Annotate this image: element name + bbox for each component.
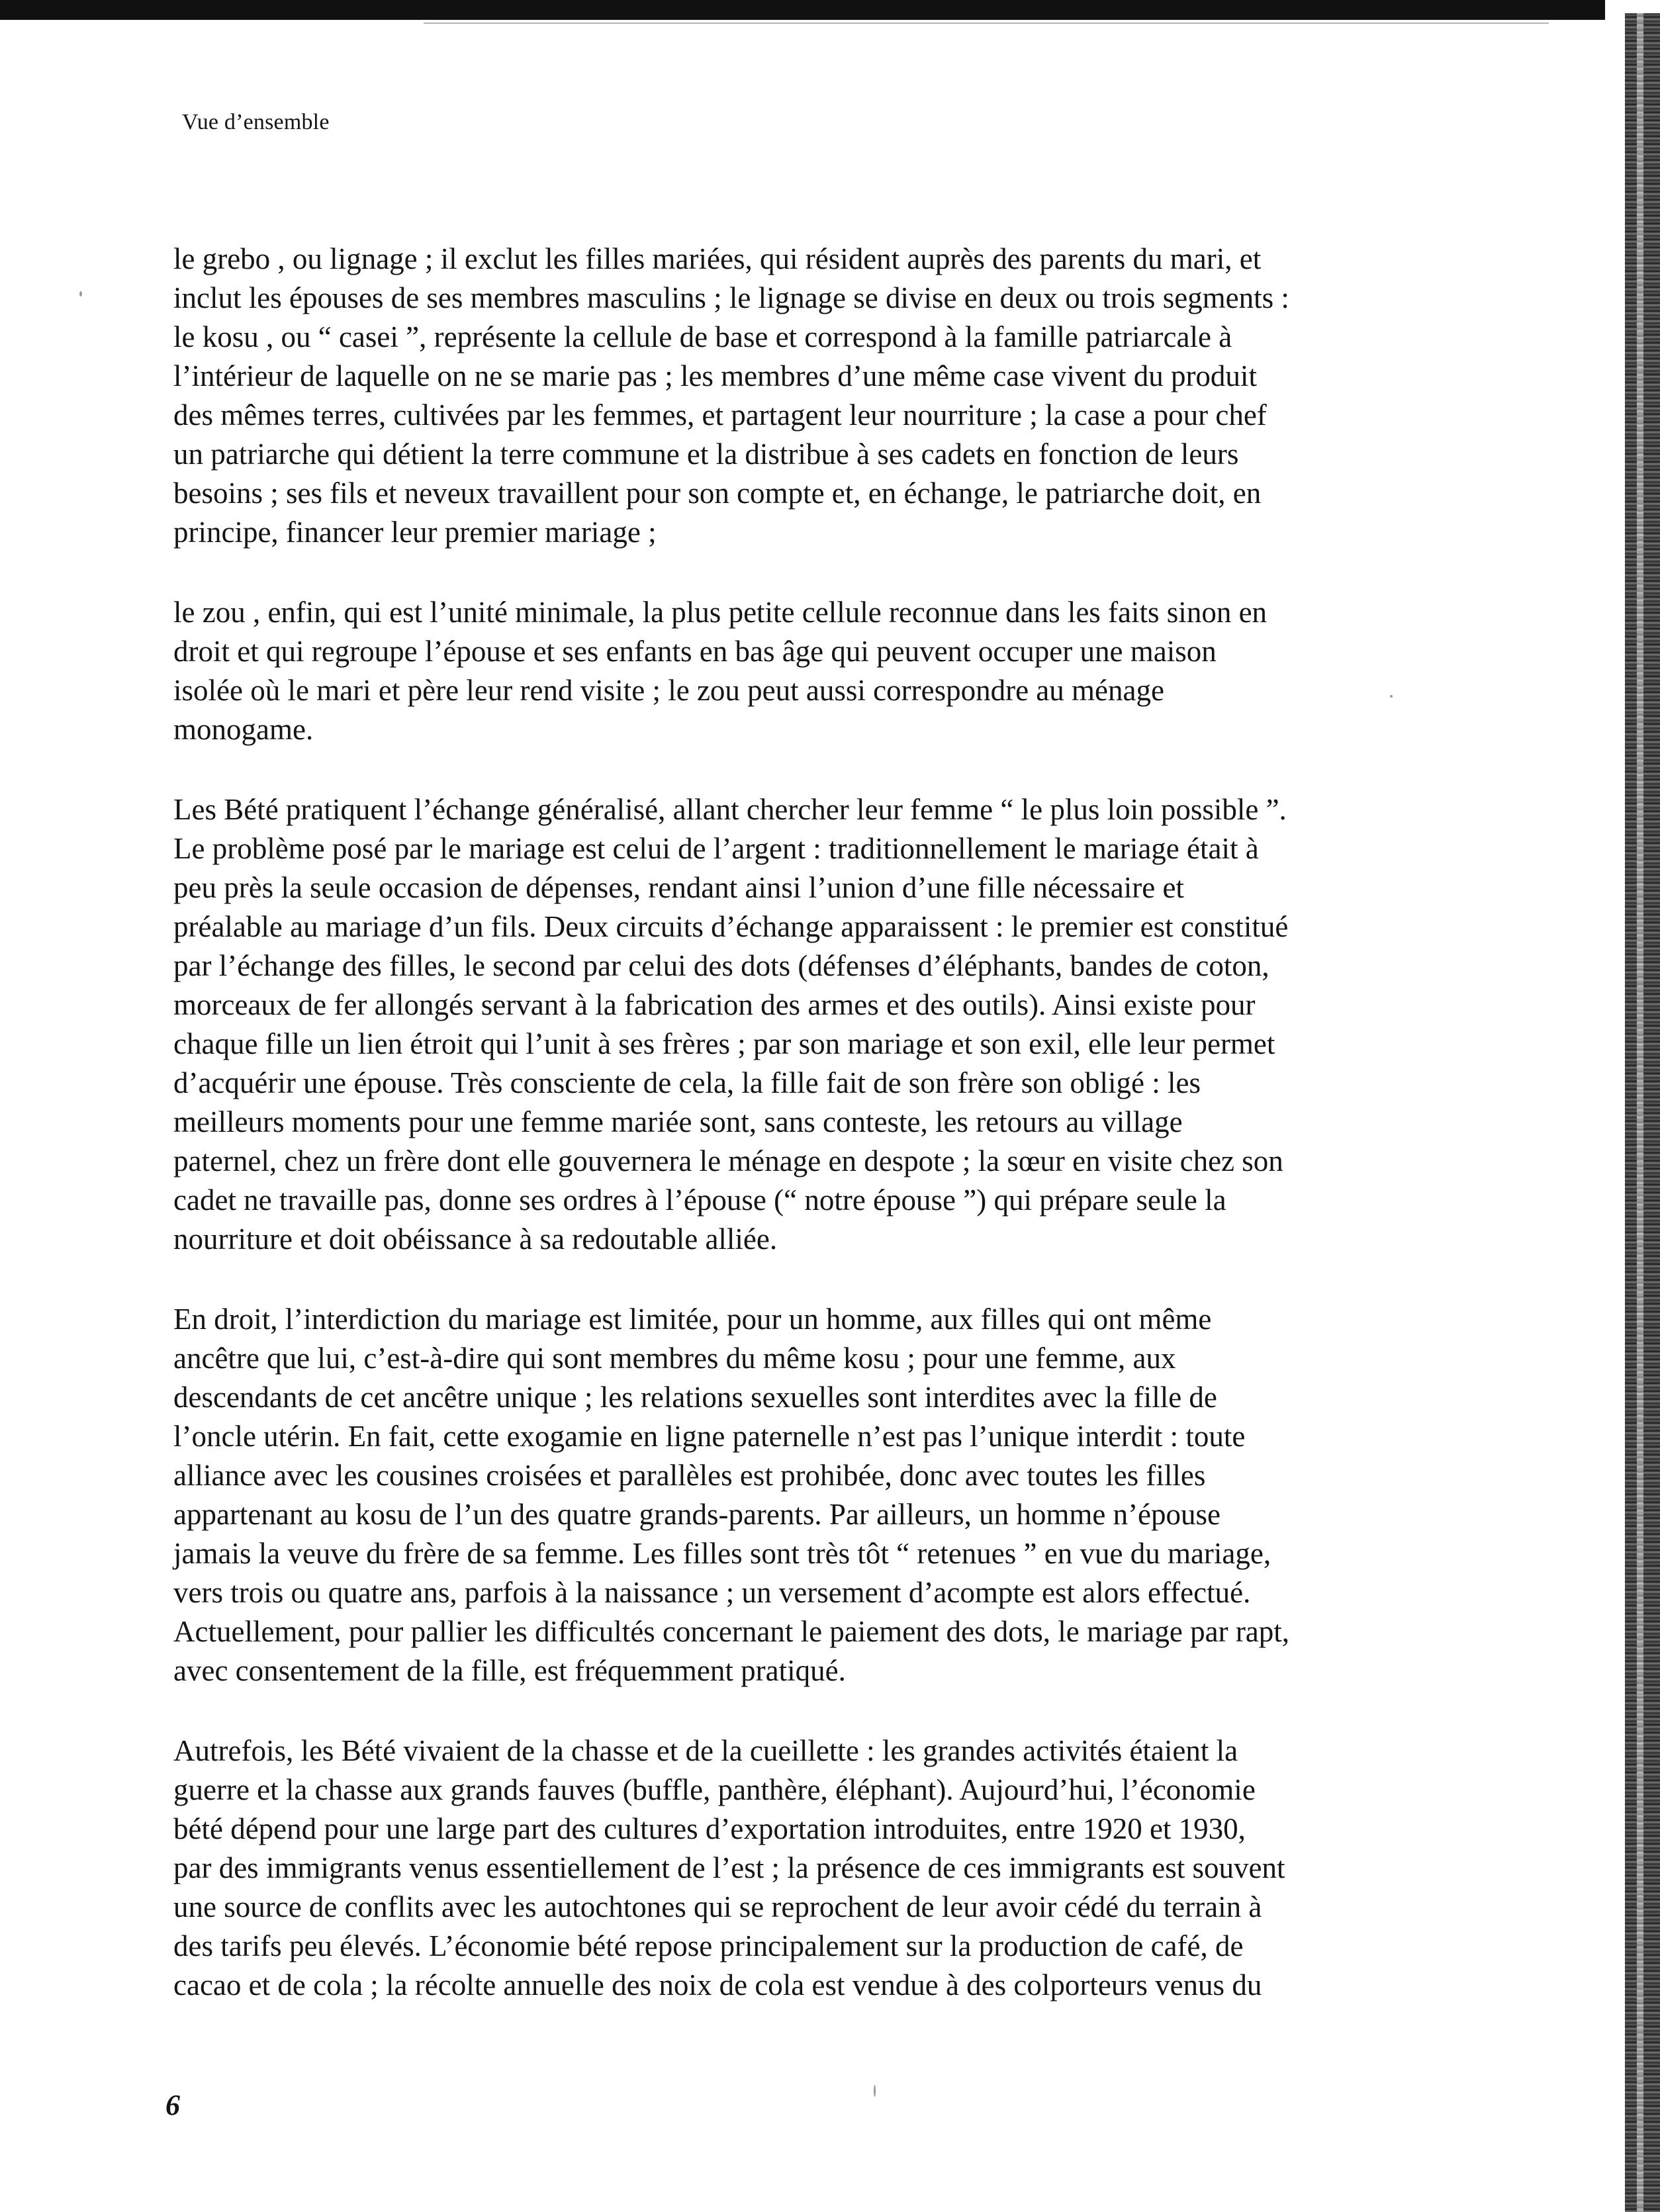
scan-speck [874,2085,876,2097]
text-line: morceaux de fer allongés servant à la fabrication des armes et des outils). Ainsi existe pour [173,988,1256,1021]
text-line: d’acquérir une épouse. Très consciente de cela, la fille fait de son frère son obligé : les [173,1066,1201,1099]
text-line: Le problème posé par le mariage est celui de l’argent : traditionnellement le mariage était à [173,832,1259,865]
text-line: nourriture et doit obéissance à sa redoutable alliée. [173,1222,778,1256]
text-line: inclut les épouses de ses membres masculins ; le lignage se divise en deux ou trois segments : [173,281,1289,314]
text-line: isolée où le mari et père leur rend visite ; le zou peut aussi correspondre au ménage [173,674,1164,707]
top-scan-border [0,0,1605,20]
paragraph [173,790,1398,1259]
text-line: En droit, l’interdiction du mariage est limitée, pour un homme, aux filles qui ont même [173,1303,1212,1336]
text-line: le zou , enfin, qui est l’unité minimale, la plus petite cellule reconnue dans les faits sinon en [173,596,1268,629]
text-line: meilleurs moments pour une femme mariée sont, sans conteste, les retours au village [173,1105,1183,1138]
text-line: des mêmes terres, cultivées par les femmes, et partagent leur nourriture ; la case a pour chef [173,398,1267,432]
scan-speck [1390,695,1393,698]
text-line: un patriarche qui détient la terre commune et la distribue à ses cadets en fonction de leurs [173,438,1239,471]
paragraph [173,240,1398,552]
text-line: par des immigrants venus essentiellement de l’est ; la présence de ces immigrants est souvent [173,1851,1285,1884]
text-line: chaque fille un lien étroit qui l’unit à ses frères ; par son mariage et son exil, elle leur permet [173,1027,1275,1060]
text-line: alliance avec les cousines croisées et parallèles est prohibée, donc avec toutes les filles [173,1459,1206,1492]
text-line: cacao et de cola ; la récolte annuelle des noix de cola est vendue à des colporteurs venus du [173,1968,1262,2002]
running-header: Vue d’ensemble [182,110,330,134]
text-line: droit et qui regroupe l’épouse et ses enfants en bas âge qui peuvent occuper une maison [173,635,1217,668]
text-line: préalable au mariage d’un fils. Deux circuits d’échange apparaissent : le premier est constitué [173,910,1289,943]
text-line: le kosu , ou “ casei ”, représente la cellule de base et correspond à la famille patriarcale à [173,320,1232,353]
paragraph [173,1300,1398,1690]
text-line: Les Bété pratiquent l’échange généralisé, allant chercher leur femme “ le plus loin possible ”. [173,793,1287,826]
text-line: ancêtre que lui, c’est-à-dire qui sont membres du même kosu ; pour une femme, aux [173,1342,1176,1375]
text-line: Actuellement, pour pallier les difficultés concernant le paiement des dots, le mariage par rapt, [173,1615,1290,1648]
text-line: monogame. [173,713,314,746]
paragraph [173,593,1398,749]
text-line: des tarifs peu élevés. L’économie bété repose principalement sur la production de café, de [173,1929,1244,1962]
text-line: jamais la veuve du frère de sa femme. Les filles sont très tôt “ retenues ” en vue du mariage, [173,1537,1271,1570]
page-number: 6 [165,2089,180,2121]
body-text [173,240,1398,2046]
top-faint-rule [424,23,1549,24]
text-line: bété dépend pour une large part des cultures d’exportation introduites, entre 1920 et 1930, [173,1812,1246,1845]
text-line: le grebo , ou lignage ; il exclut les filles mariées, qui résident auprès des parents du mari, et [173,242,1262,275]
scan-speck [79,291,82,297]
text-line: l’oncle utérin. En fait, cette exogamie en ligne paternelle n’est pas l’unique interdit : toute [173,1420,1246,1453]
text-line: principe, financer leur premier mariage ; [173,516,657,549]
paragraph [173,1731,1398,2005]
text-line: une source de conflits avec les autochtones qui se reprochent de leur avoir cédé du terrain à [173,1890,1262,1923]
text-line: guerre et la chasse aux grands fauves (buffle, panthère, éléphant). Aujourd’hui, l’économie [173,1773,1256,1806]
text-line: descendants de cet ancêtre unique ; les relations sexuelles sont interdites avec la fille de [173,1381,1217,1414]
right-scan-edge [1625,13,1660,2212]
text-line: appartenant au kosu de l’un des quatre grands-parents. Par ailleurs, un homme n’épouse [173,1498,1221,1531]
text-line: cadet ne travaille pas, donne ses ordres à l’épouse (“ notre épouse ”) qui prépare seule la [173,1183,1226,1217]
text-line: Autrefois, les Bété vivaient de la chasse et de la cueillette : les grandes activités étaient la [173,1734,1238,1767]
text-line: peu près la seule occasion de dépenses, rendant ainsi l’union d’une fille nécessaire et [173,871,1184,904]
text-line: vers trois ou quatre ans, parfois à la naissance ; un versement d’acompte est alors effectué. [173,1576,1251,1609]
text-line: l’intérieur de laquelle on ne se marie pas ; les membres d’une même case vivent du produit [173,359,1257,392]
text-line: paternel, chez un frère dont elle gouvernera le ménage en despote ; la sœur en visite chez son [173,1144,1283,1177]
text-line: par l’échange des filles, le second par celui des dots (défenses d’éléphants, bandes de coton, [173,949,1269,982]
text-line: besoins ; ses fils et neveux travaillent pour son compte et, en échange, le patriarche doit, en [173,477,1262,510]
text-line: avec consentement de la fille, est fréquemment pratiqué. [173,1654,846,1687]
